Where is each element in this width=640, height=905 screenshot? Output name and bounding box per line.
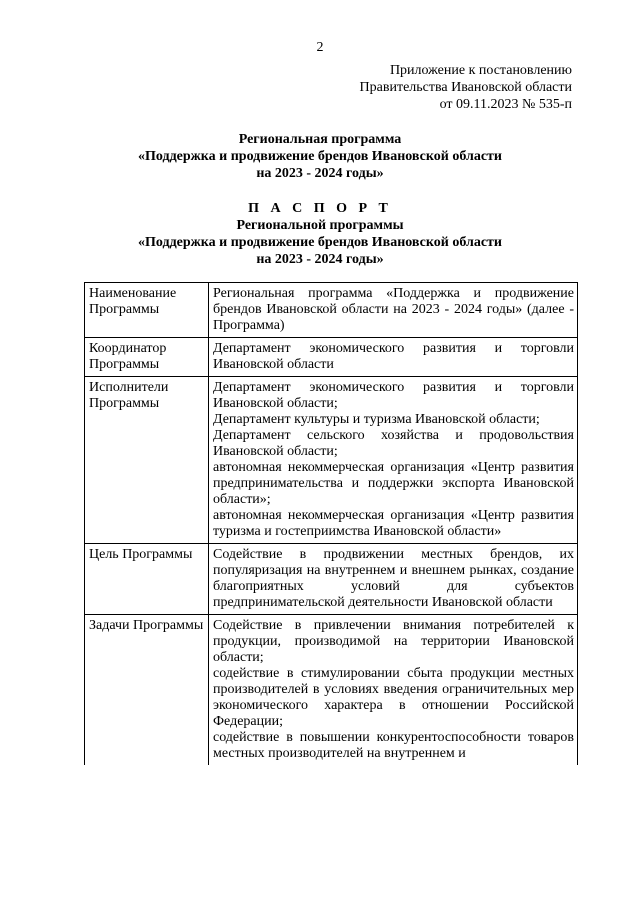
row-content-line: Департамент экономического развития и торговли Ивановской области [213,341,574,372]
row-content-line: Департамент культуры и туризма Ивановской области; [213,412,540,427]
passport-title [0,200,640,268]
row-content-line: Департамент сельского хозяйства и продовольствия Ивановской области; [213,428,574,459]
table-row [85,615,578,766]
row-content [209,544,578,615]
program-title [0,131,640,182]
passport-table [84,282,578,765]
row-content [209,283,578,338]
appendix-line-2: Правительства Ивановской области [359,80,572,95]
program-title-line-3: на 2023 - 2024 годы» [256,166,384,181]
table-row [85,377,578,544]
row-label: Координатор Программы [85,338,209,377]
row-content-line: содействие в повышении конкурентоспособности товаров местных производителей на внутреннем и [213,730,574,761]
appendix-note [360,62,572,113]
passport-title-line-3: «Поддержка и продвижение брендов Ивановской области [138,235,502,250]
row-content-line: автономная некоммерческая организация «Центр развития предпринимательства и поддержки экспорта Ивановской области»; [213,460,574,507]
table-row [85,338,578,377]
passport-title-line-4: на 2023 - 2024 годы» [256,252,384,267]
row-content-line: Содействие в привлечении внимания потребителей к продукции, производимой на территории Ивановской области; [213,618,574,665]
row-content-line: Региональная программа «Поддержка и продвижение брендов Ивановской области на 2023 - 2024 годы» (далее - Программа) [213,286,574,333]
page-number: 2 [316,40,324,55]
row-label: Цель Программы [85,544,209,615]
passport-title-line-2: Региональной программы [236,218,404,233]
appendix-line-1: Приложение к постановлению [389,63,572,78]
row-content [209,338,578,377]
row-label: Исполнители Программы [85,377,209,544]
passport-heading: П А С П О Р Т [248,201,392,216]
appendix-line-3: от 09.11.2023 № 535-п [439,97,572,112]
table-row [85,283,578,338]
row-content-line: автономная некоммерческая организация «Центр развития туризма и гостеприимства Ивановской области» [213,508,574,539]
row-content-line: Содействие в продвижении местных брендов, их популяризация на внутреннем и внешнем рынках, создание благоприятных условий для субъектов предпринимательской деятельности Ивановской области [213,547,574,610]
program-title-line-2: «Поддержка и продвижение брендов Ивановской области [138,149,502,164]
program-title-line-1: Региональная программа [238,132,402,147]
row-content-line: Департамент экономического развития и торговли Ивановской области; [213,380,574,411]
row-content [209,615,578,766]
row-content [209,377,578,544]
row-label: Задачи Программы [85,615,209,766]
row-label: Наименование Программы [85,283,209,338]
row-content-line: содействие в стимулировании сбыта продукции местных производителей в условиях введения ограничительных мер экономического характера в отношении Российской Федерации; [213,666,574,729]
table-row [85,544,578,615]
